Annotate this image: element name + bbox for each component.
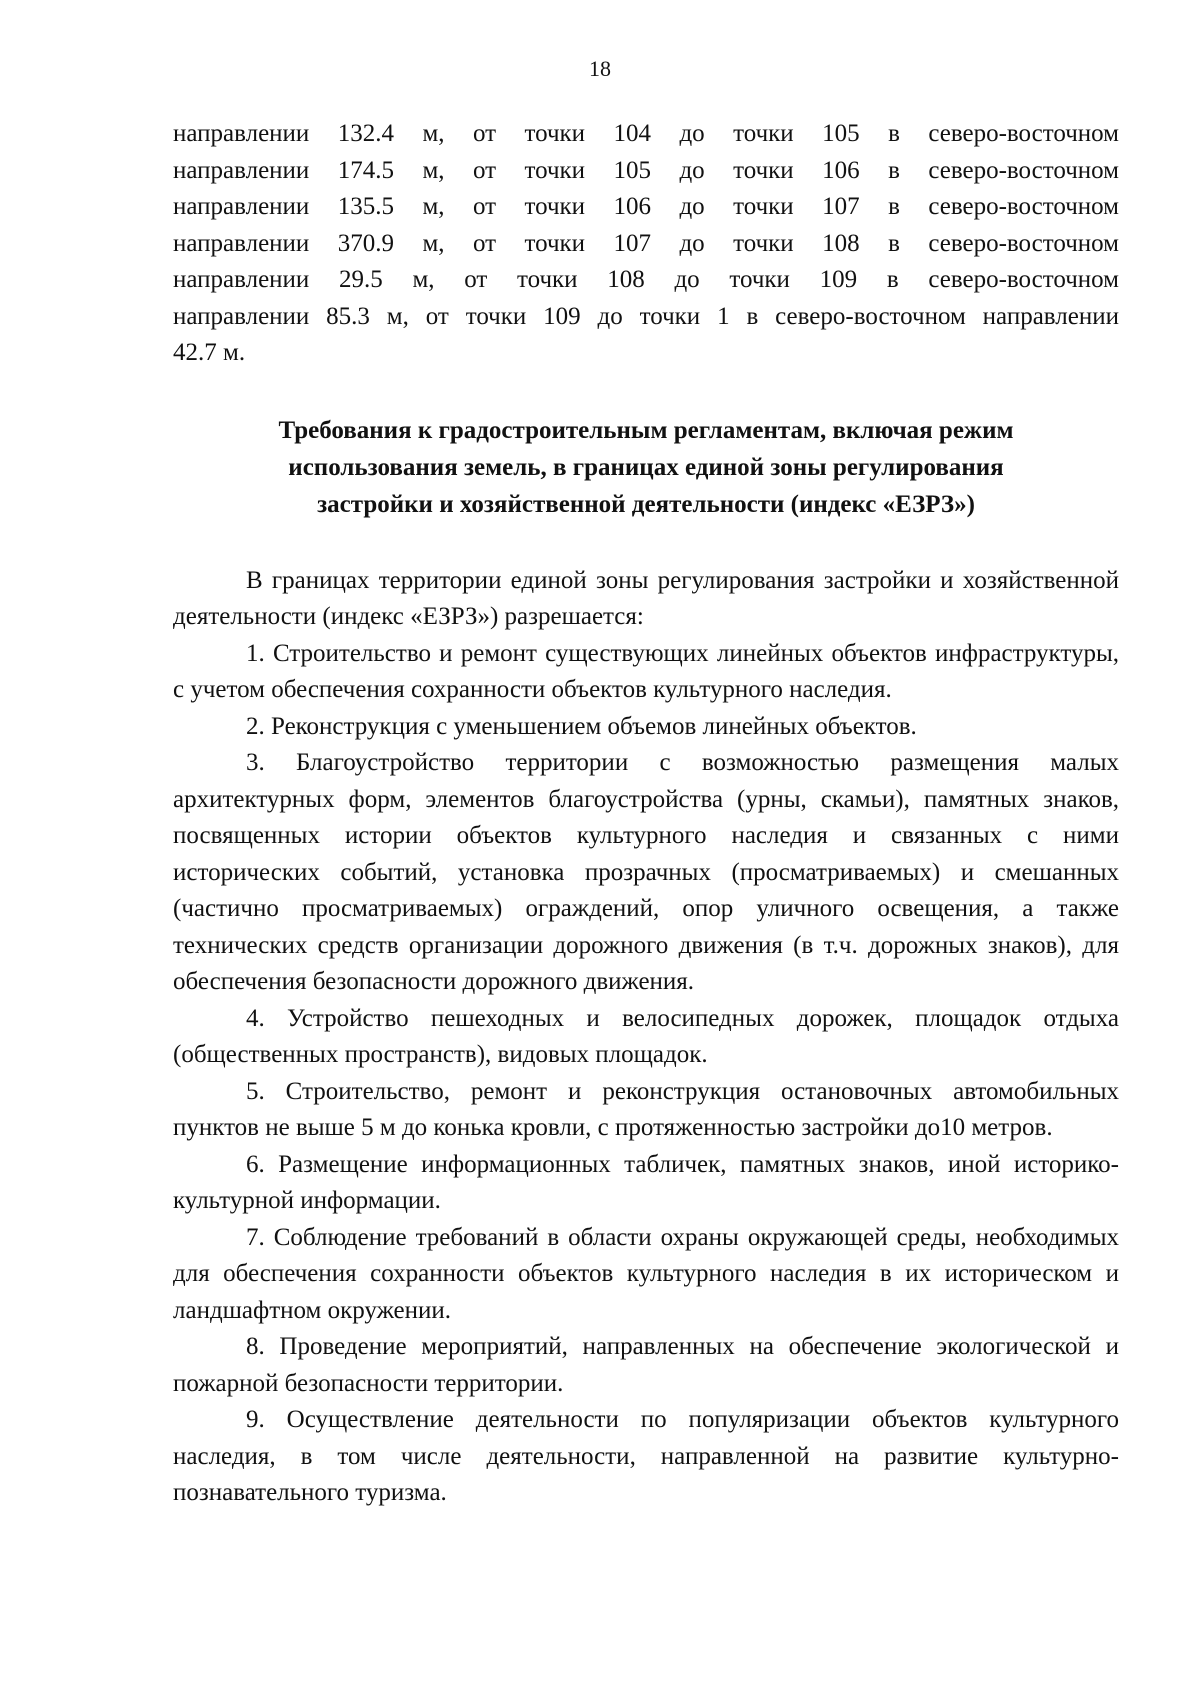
boundary-line: направлении 370.9 м, от точки 107 до точки 108 в северо-восточном xyxy=(173,229,1119,257)
boundary-line: направлении 29.5 м, от точки 108 до точки 109 в северо-восточном xyxy=(173,266,1119,293)
list-item-1: 1. Строительство и ремонт существующих линейных объектов инфраструктуры, с учетом обеспечения сохранности объектов культурного наследия. xyxy=(173,639,1119,703)
section-heading-line: Требования к градостроительным регламентам, включая режим xyxy=(278,416,1014,444)
boundary-line: направлении 135.5 м, от точки 106 до точки 107 в северо-восточном xyxy=(173,193,1119,220)
page-number: 18 xyxy=(589,56,611,81)
boundary-line: 42.7 м. xyxy=(173,339,246,366)
boundary-line: направлении 85.3 м, от точки 109 до точки 1 в северо-восточном направлении xyxy=(173,302,1119,330)
list-item-4: 4. Устройство пешеходных и велосипедных дорожек, площадок отдыха (общественных пространств), видовых площадок. xyxy=(173,1004,1119,1068)
boundary-description xyxy=(173,116,1119,372)
document-body xyxy=(173,116,1119,1512)
list-item-2: 2. Реконструкция с уменьшением объемов линейных объектов. xyxy=(246,712,917,740)
boundary-line: направлении 132.4 м, от точки 104 до точки 105 в северо-восточном xyxy=(173,120,1119,147)
boundary-line: направлении 174.5 м, от точки 105 до точки 106 в северо-восточном xyxy=(173,156,1119,184)
list-item-8: 8. Проведение мероприятий, направленных на обеспечение экологической и пожарной безопасности территории. xyxy=(173,1333,1119,1397)
list-item-6: 6. Размещение информационных табличек, памятных знаков, иной историко-культурной информации. xyxy=(173,1150,1119,1214)
list-item-9: 9. Осуществление деятельности по популяризации объектов культурного наследия, в том числе деятельности, направленной на развитие культурно- познавательного туризма. xyxy=(173,1406,1119,1506)
list-item-5: 5. Строительство, ремонт и реконструкция остановочных автомобильных пунктов не выше 5 м до конька кровли, с протяженностью застройки до10 метров. xyxy=(173,1077,1119,1141)
section-heading-line: использования земель, в границах единой зоны регулирования xyxy=(288,453,1004,481)
section-heading-line: застройки и хозяйственной деятельности (индекс «ЕЗРЗ») xyxy=(317,490,975,518)
list-item-7: 7. Соблюдение требований в области охраны окружающей среды, необходимых для обеспечения сохранности объектов культурного наследия в их историческом и ландшафтном окружении. xyxy=(173,1223,1119,1324)
intro-paragraph: В границах территории единой зоны регулирования застройки и хозяйственной деятельности (индекс «ЕЗРЗ») разрешается: xyxy=(173,566,1119,630)
section-heading xyxy=(173,412,1119,523)
list-item-3: 3. Благоустройство территории с возможностью размещения малых архитектурных форм, элементов благоустройства (урны, скамьи), памятных знаков, посвященных истории объектов культурного наследия и связанных с ними исторических событий, установка прозрачных (просматриваемых) и смешанных (частично просматриваемых) ограждений, опор уличного освещения, а также технических средств организации дорожного движения (в т.ч. дорожных знаков), для обеспечения безопасности дорожного движения. xyxy=(173,749,1119,995)
